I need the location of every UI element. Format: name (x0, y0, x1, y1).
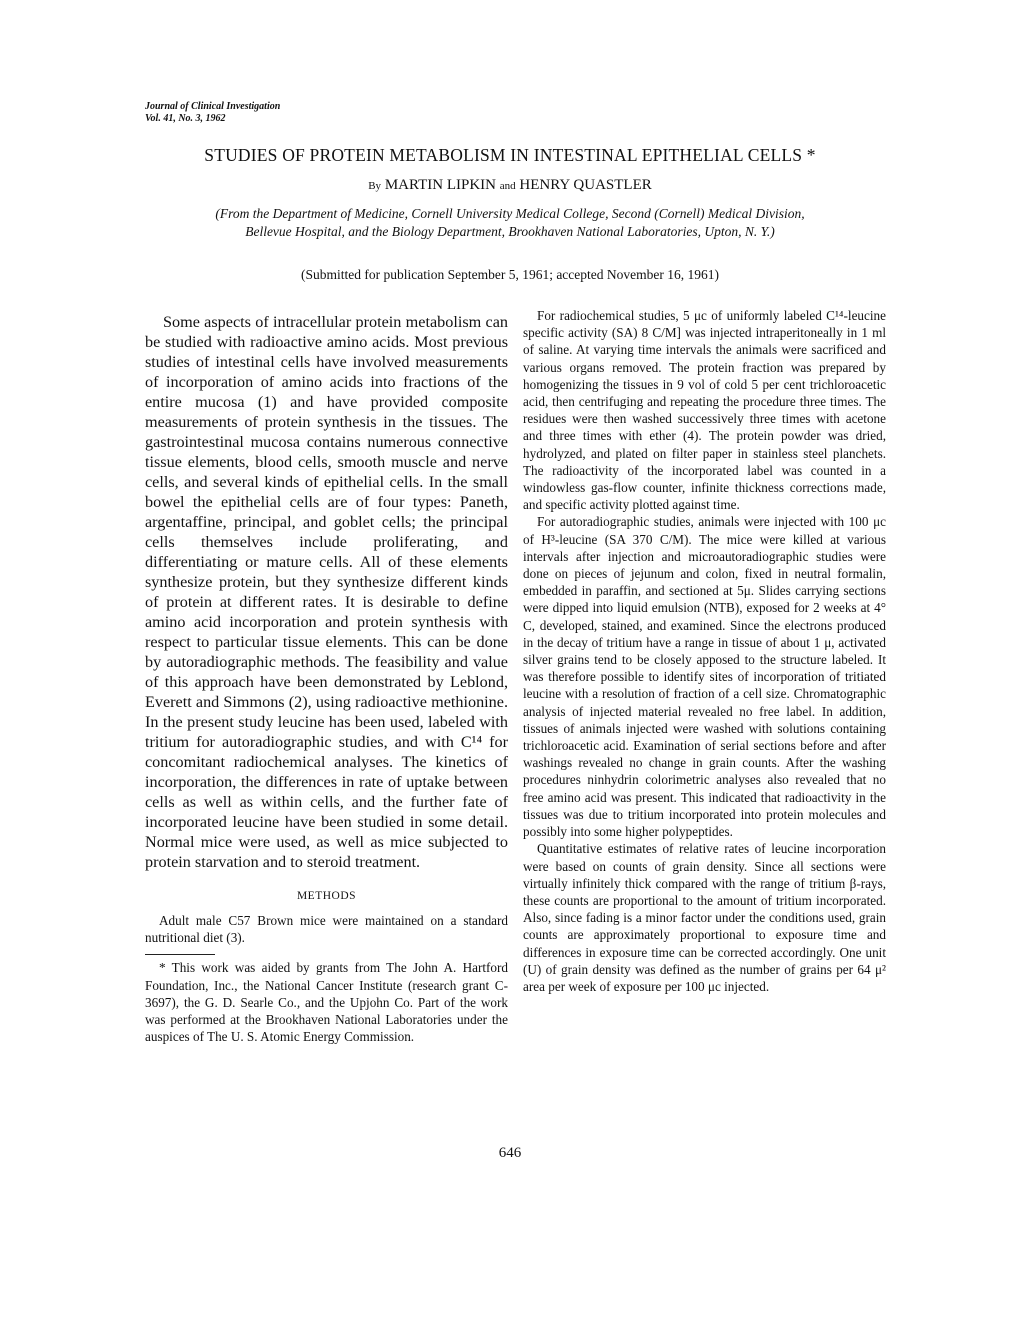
methods-heading: METHODS (296, 890, 357, 902)
quantitative-paragraph: Quantitative estimates of relative rates of leucine incorporation were based on counts of grain density. Since all sections were virtually infinitely thick compared with the range of tritium β-rays, these counts are proportional to the amount of tritium incorporated. Also, since fading is a minor factor under the conditions used, grain counts are approximately proportional to exposure time and differences in exposure time can be corrected accordingly. One unit (U) of grain density was defined as the number of grains per 64 μ² area per week of exposure per 100 μc injected. (523, 841, 886, 994)
article-title: STUDIES OF PROTEIN METABOLISM IN INTESTINAL EPITHELIAL CELLS * (204, 145, 816, 165)
author-1: MARTIN LIPKIN (384, 177, 496, 193)
affiliation: (From the Department of Medicine, Cornell University Medical College, Second (Cornell) Medical Division, Bellevue Hospital, and the Biology Department, Brookhaven National Laboratories, Upton, N. Y.) (215, 206, 805, 239)
journal-name: Journal of Clinical Investigation (145, 101, 281, 112)
author-2: HENRY QUASTLER (519, 177, 652, 193)
byline-by: By (368, 180, 382, 192)
submission-dates: (Submitted for publication September 5, 1961; accepted November 16, 1961) (300, 267, 720, 282)
footnote: * This work was aided by grants from The John A. Hartford Foundation, Inc., the National Cancer Institute (research grant C-3697), the G. D. Searle Co., and the Upjohn Co. Part of the work was performed at the Brookhaven National Laboratories under the auspices of The U. S. Atomic Energy Commission. (145, 960, 508, 1045)
journal-citation (145, 101, 280, 125)
autoradiographic-paragraph: For autoradiographic studies, animals were injected with 100 μc of H³-leucine (SA 370 C/M). The mice were killed at various intervals after injection and microautoradiographic studies were done on pieces of jejunum and colon, fixed in neutral formalin, embedded in paraffin, and sectioned at 5μ. Slides carrying sections were dipped into liquid emulsion (NTB), exposed for 2 weeks at 4° C, developed, stained, and examined. Since the electrons produced in the decay of tritium have a range in tissue of about 1 μ, activated silver grains tend to be closely apposed to the structure labeled. It was therefore possible to identify sites of incorporation of tritiated leucine with a resolution of fraction of a cell size. Chromatographic analysis of injected material revealed no free label. In addition, tissues of animals injected were washed with solutions containing trichloroacetic acid. Examination of serial sections before and after washings revealed no change in grain counts. After the washing procedures ninhydrin colorimetric analyses also revealed that no free amino acid was present. This indicated that radioactivity in the tissues was due to tritium incorporated into protein molecules and possibly into some higher polypeptides. (523, 514, 886, 840)
footnote-rule (145, 954, 215, 955)
intro-paragraph: Some aspects of intracellular protein metabolism can be studied with radioactive amino acids. Most previous studies of intestinal cells have involved measurements of incorporation of amino acids into fractions of the entire mucosa (1) and have provided composite measurements of protein synthesis in the tissues. The gastrointestinal mucosa contains numerous connective tissue elements, blood cells, smooth muscle and nerve cells, and several kinds of epithelial cells. In the small bowel the epithelial cells are of four types: Paneth, argentaffine, principal, and goblet cells; the principal cells themselves include proliferating, and differentiating or mature cells. All of these elements synthesize protein, but they synthesize different kinds of protein at different rates. It is desirable to define amino acid incorporation and protein synthesis with respect to particular tissue elements. This can be done by autoradiographic methods. The feasibility and value of this approach have been demonstrated by Leblond, Everett and Simmons (2), using radioactive methionine. In the present study leucine has been used, labeled with tritium for autoradiographic studies, and with C¹⁴ for concomitant radiochemical analyses. The kinetics of incorporation, the differences in rate of uptake between cells as well as within cells, and the further fate of incorporated leucine have been studied in some detail. Normal mice were used, as well as mice subjected to protein starvation and to steroid treatment. (145, 313, 508, 871)
byline (0, 177, 1020, 194)
left-column (145, 312, 508, 1045)
byline-and: and (499, 180, 516, 192)
methods-paragraph: Adult male C57 Brown mice were maintained on a standard nutritional diet (3). (145, 913, 508, 946)
radiochemical-paragraph: For radiochemical studies, 5 μc of uniformly labeled C¹⁴-leucine specific activity (SA) 8 C/M] was injected intraperitoneally in 1 ml of saline. At varying time intervals the animals were sacrificed and various organs removed. The protein fraction was prepared by homogenizing the tissues in 9 vol of cold 5 per cent trichloroacetic acid, then centrifuging and repeating the procedure three times. The residues were then washed successively three times with acetone and three times with ether (4). The protein powder was dried, hydrolyzed, and plated on filter paper in stainless steel planchets. The radioactivity of the incorporated label was counted in a windowless gas-flow counter, infinite thickness corrections made, and specific activity plotted against time. (523, 308, 886, 513)
journal-volume: Vol. 41, No. 3, 1962 (145, 113, 226, 124)
right-column (523, 307, 886, 995)
page-number: 646 (498, 1145, 522, 1161)
